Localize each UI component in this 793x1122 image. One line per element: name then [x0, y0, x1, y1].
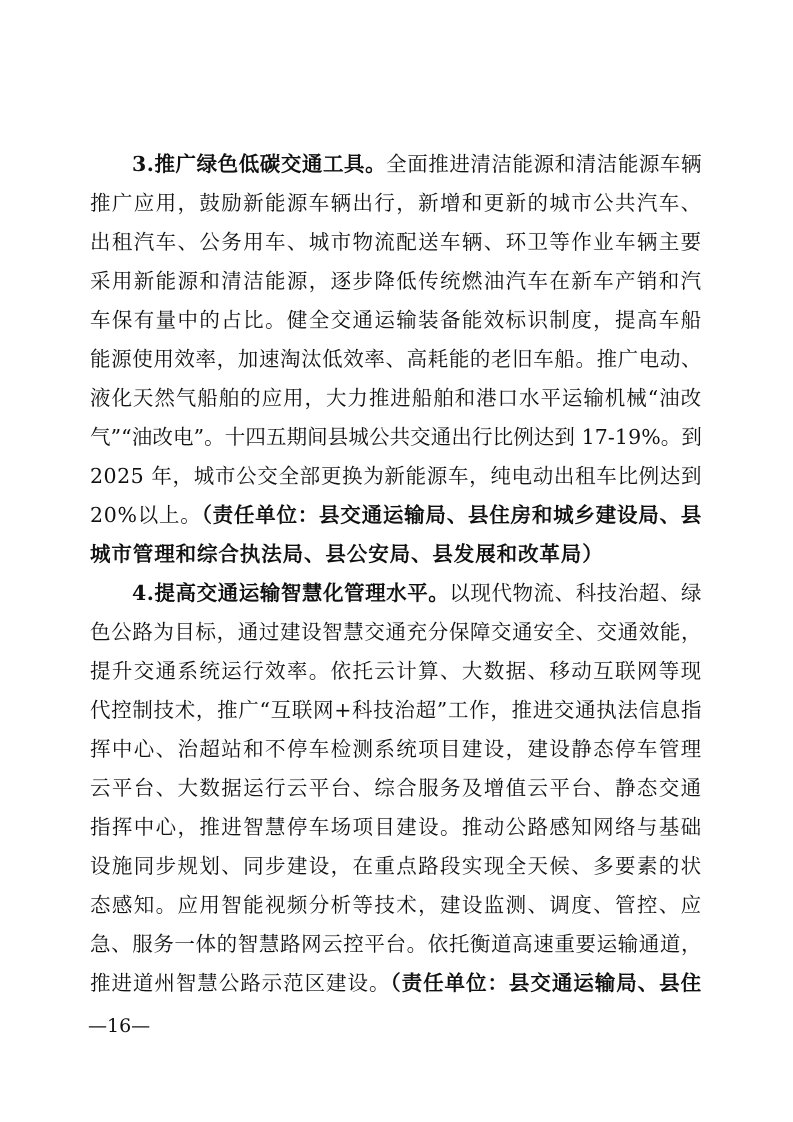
paragraph-line — [90, 697, 702, 723]
paragraph-line — [90, 814, 702, 840]
page-number: —16— — [88, 1015, 151, 1037]
paragraph-line — [90, 931, 702, 957]
paragraph-line — [90, 268, 702, 294]
paragraph-text: 急、服务一体的智慧路网云控平台。依托衡道高速重要运输通道， — [90, 932, 702, 956]
paragraph-text: 出租汽车、公务用车、城市物流配送车辆、环卫等作业车辆主要 — [90, 230, 702, 254]
section-heading: 3.推广绿色低碳交通工具。 — [132, 152, 387, 176]
paragraph-line — [90, 970, 702, 996]
paragraph-line — [90, 385, 702, 411]
paragraph-line — [90, 502, 702, 528]
paragraph-text: 2025 年，城市公交全部更换为新能源车，纯电动出租车比例达到 — [90, 464, 702, 488]
paragraph-line — [90, 346, 702, 372]
paragraph-line — [90, 853, 702, 879]
paragraph-line — [90, 541, 702, 567]
paragraph-line — [132, 580, 702, 606]
paragraph-text: 提升交通系统运行效率。依托云计算、大数据、移动互联网等现 — [90, 659, 702, 683]
paragraph-line — [90, 775, 702, 801]
responsible-units: （责任单位：县交通运输局、县住 — [390, 971, 702, 995]
paragraph-text: 云平台、大数据运行云平台、综合服务及增值云平台、静态交通 — [90, 776, 702, 800]
responsible-units: 城市管理和综合执法局、县公安局、县发展和改革局） — [90, 542, 604, 566]
paragraph-text: 色公路为目标，通过建设智慧交通充分保障交通安全、交通效能， — [90, 620, 702, 644]
section-heading: 4.提高交通运输智慧化管理水平。 — [132, 581, 450, 605]
paragraph-text: 采用新能源和清洁能源，逐步降低传统燃油汽车在新车产销和汽 — [90, 269, 702, 293]
paragraph-text: 车保有量中的占比。健全交通运输装备能效标识制度，提高车船 — [90, 308, 702, 332]
paragraph-text: 全面推进清洁能源和清洁能源车辆 — [386, 152, 702, 176]
paragraph-text: 能源使用效率，加速淘汰低效率、高耗能的老旧车船。推广电动、 — [90, 347, 702, 371]
paragraph-line — [90, 229, 702, 255]
paragraph-text: 推进道州智慧公路示范区建设。 — [90, 971, 391, 995]
paragraph-line — [90, 463, 702, 489]
paragraph-line — [90, 892, 702, 918]
paragraph-text: 挥中心、治超站和不停车检测系统项目建设，建设静态停车管理 — [90, 737, 702, 761]
paragraph-line — [90, 658, 702, 684]
paragraph-text: 液化天然气船舶的应用，大力推进船舶和港口水平运输机械“油改 — [90, 386, 702, 410]
paragraph-text: 20%以上。 — [90, 503, 202, 527]
paragraph-line — [90, 190, 702, 216]
paragraph-text: 态感知。应用智能视频分析等技术，建设监测、调度、管控、应 — [90, 893, 702, 917]
paragraph-text: 以现代物流、科技治超、绿 — [449, 581, 703, 605]
paragraph-line — [90, 307, 702, 333]
paragraph-text: 气”“油改电”。十四五期间县城公共交通出行比例达到 17-19%。到 — [90, 425, 702, 449]
paragraph-line — [90, 424, 702, 450]
responsible-units: （责任单位：县交通运输局、县住房和城乡建设局、县 — [201, 503, 702, 527]
paragraph-text: 指挥中心，推进智慧停车场项目建设。推动公路感知网络与基础 — [90, 815, 702, 839]
paragraph-line — [90, 736, 702, 762]
paragraph-text: 推广应用，鼓励新能源车辆出行，新增和更新的城市公共汽车、 — [90, 191, 702, 215]
paragraph-line — [90, 619, 702, 645]
paragraph-text: 设施同步规划、同步建设，在重点路段实现全天候、多要素的状 — [90, 854, 702, 878]
paragraph-text: 代控制技术，推广“互联网+科技治超”工作，推进交通执法信息指 — [90, 698, 702, 722]
paragraph-line — [132, 151, 702, 177]
